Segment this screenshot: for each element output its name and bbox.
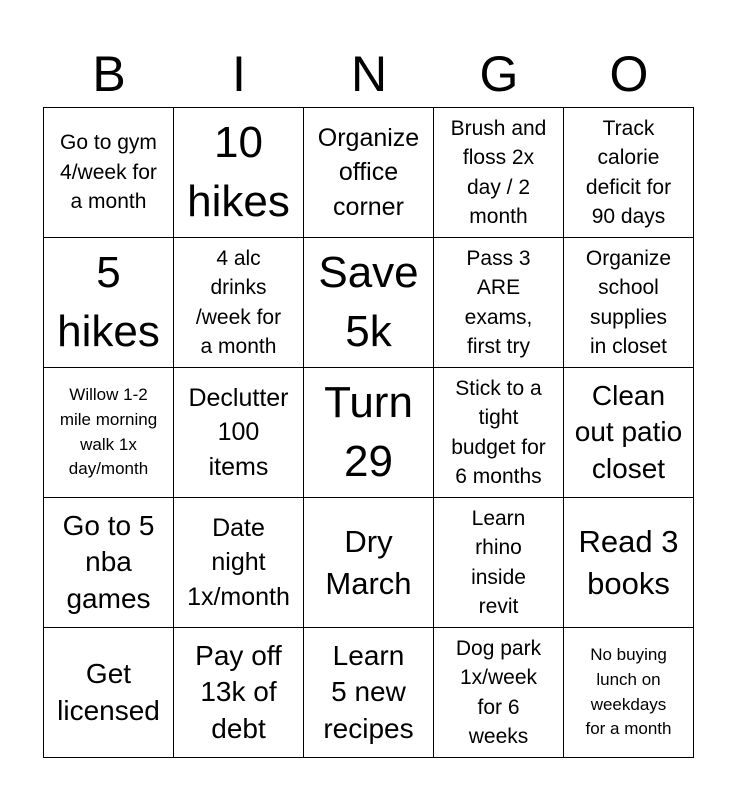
cell-text: Date night 1x/month (187, 513, 290, 611)
bingo-cell[interactable] (174, 498, 304, 628)
cell-text: Declutter 100 items (188, 383, 289, 481)
cell-text: No buying lunch on weekdays for a month (585, 645, 672, 739)
bingo-cell-center[interactable] (304, 368, 434, 498)
bingo-cell[interactable] (174, 628, 304, 758)
bingo-cell[interactable] (44, 368, 174, 498)
cell-text: Pass 3 ARE exams, first try (464, 246, 533, 358)
bingo-cell[interactable] (44, 628, 174, 758)
header-letter-i: I (232, 46, 246, 102)
bingo-cell[interactable] (564, 108, 694, 238)
cell-text: 5 hikes (57, 248, 160, 356)
cell-text: Pay off 13k of debt (195, 639, 282, 744)
cell-text: 10 hikes (187, 118, 290, 226)
bingo-cell[interactable] (434, 498, 564, 628)
header-letter-n: N (350, 46, 388, 102)
bingo-cell[interactable] (44, 238, 174, 368)
bingo-cell[interactable] (174, 238, 304, 368)
bingo-cell[interactable] (304, 108, 434, 238)
cell-text: Clean out patio closet (574, 379, 683, 484)
bingo-header (44, 40, 694, 108)
cell-text: Organize office corner (317, 123, 420, 221)
cell-text: Go to gym 4/week for a month (60, 131, 157, 214)
cell-text: Brush and floss 2x day / 2 month (450, 116, 547, 228)
header-letter-b: B (92, 46, 126, 102)
bingo-cell[interactable] (304, 498, 434, 628)
cell-text: Get licensed (57, 658, 160, 726)
header-letter-o: O (609, 46, 649, 102)
bingo-cell[interactable] (174, 368, 304, 498)
cell-text: Turn 29 (324, 378, 413, 486)
header-letter-g: G (479, 46, 519, 102)
bingo-cell[interactable] (434, 108, 564, 238)
cell-text: Dry March (325, 523, 412, 601)
cell-text: Stick to a tight budget for 6 months (451, 376, 546, 488)
bingo-cell[interactable] (564, 498, 694, 628)
bingo-cell[interactable] (44, 498, 174, 628)
bingo-cell[interactable] (564, 238, 694, 368)
bingo-cell[interactable] (44, 108, 174, 238)
bingo-board (43, 107, 694, 758)
cell-text: Track calorie deficit for 90 days (585, 116, 672, 228)
cell-text: Organize school supplies in closet (585, 246, 672, 358)
cell-text: Willow 1-2 mile morning walk 1x day/month (59, 385, 158, 479)
bingo-cell[interactable] (304, 238, 434, 368)
cell-text: 4 alc drinks /week for a month (195, 246, 282, 358)
cell-text: Read 3 books (578, 523, 679, 601)
bingo-cell[interactable] (434, 368, 564, 498)
cell-text: Learn 5 new recipes (323, 639, 414, 744)
bingo-cell[interactable] (564, 368, 694, 498)
bingo-cell[interactable] (434, 238, 564, 368)
bingo-cell[interactable] (304, 628, 434, 758)
cell-text: Dog park 1x/week for 6 weeks (455, 636, 542, 748)
cell-text: Go to 5 nba games (62, 509, 155, 614)
bingo-cell[interactable] (174, 108, 304, 238)
bingo-cell[interactable] (564, 628, 694, 758)
cell-text: Learn rhino inside revit (471, 506, 526, 618)
bingo-cell[interactable] (434, 628, 564, 758)
cell-text: Save 5k (318, 248, 419, 356)
